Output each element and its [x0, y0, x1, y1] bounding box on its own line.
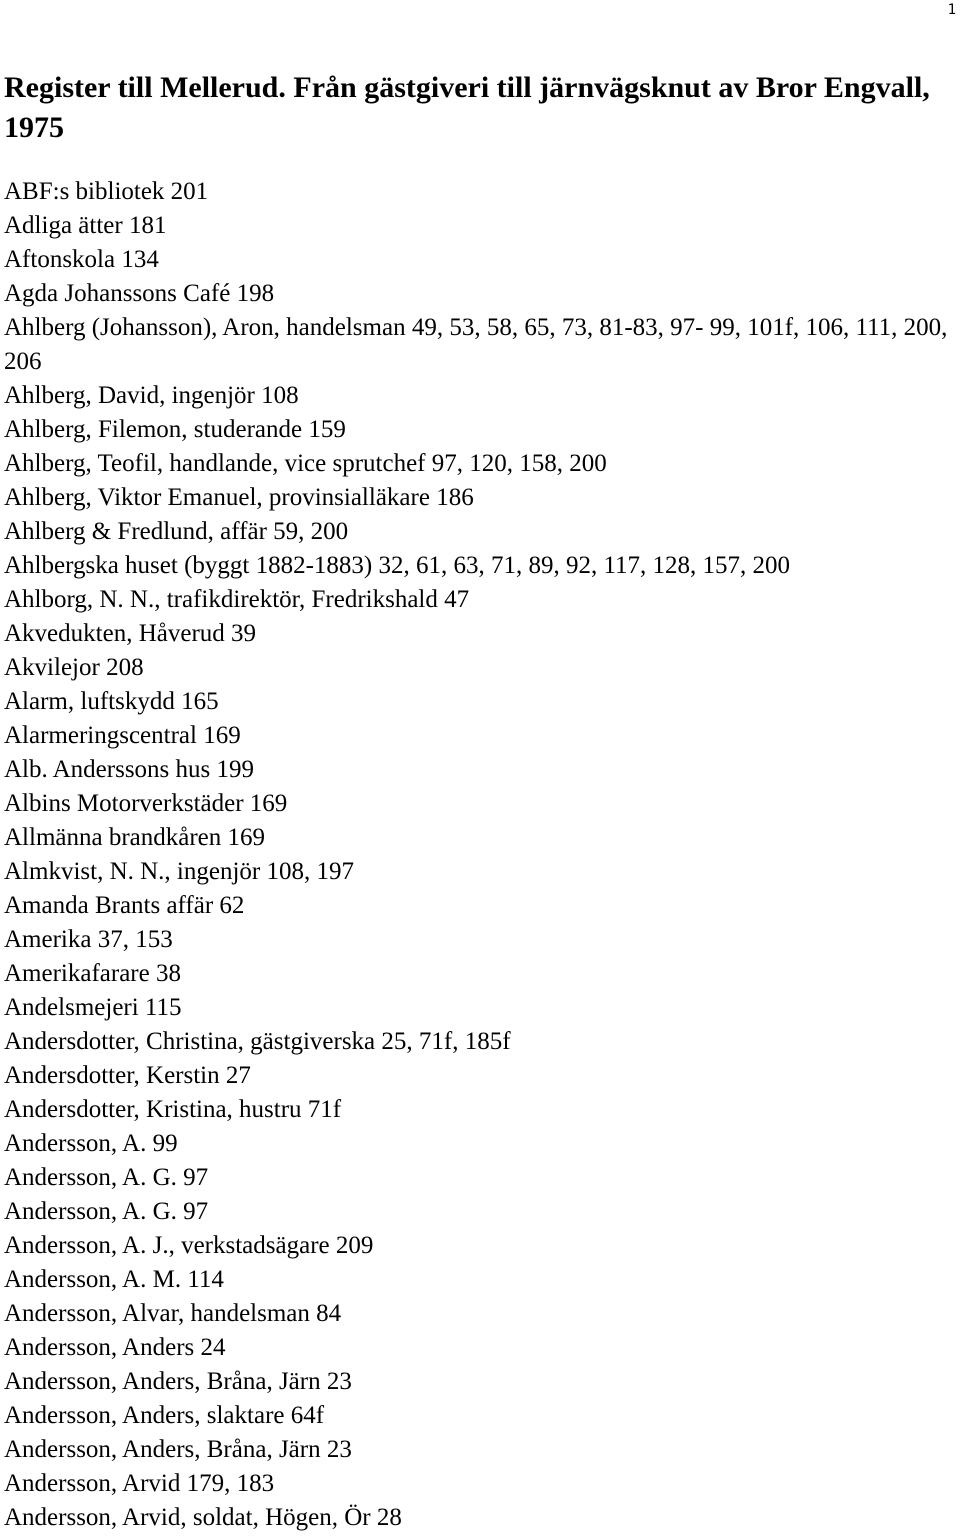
register-entry: Ahlborg, N. N., trafikdirektör, Fredrikshald 47: [4, 586, 470, 613]
register-entry: Ahlberg & Fredlund, affär 59, 200: [4, 518, 349, 545]
register-entry: Aftonskola 134: [4, 246, 159, 273]
register-entry: Andersdotter, Kerstin 27: [4, 1062, 251, 1089]
register-entry: Alarmeringscentral 169: [4, 722, 241, 749]
register-entry: Amerika 37, 153: [4, 926, 173, 953]
register-entry: Andersson, A. 99: [4, 1130, 178, 1157]
register-entry: Amanda Brants affär 62: [4, 892, 245, 919]
register-entry: Amerikafarare 38: [4, 960, 181, 987]
register-entry: Ahlberg (Johansson), Aron, handelsman 49, 53, 58, 65, 73, 81-83, 97- 99, 101f, 106, 111, 200, 206: [4, 314, 948, 375]
register-entry: Almkvist, N. N., ingenjör 108, 197: [4, 858, 354, 885]
register-entry: Andersson, A. M. 114: [4, 1266, 224, 1293]
register-entry: Andersson, Anders, slaktare 64f: [4, 1402, 325, 1429]
register-entry: Albins Motorverkstäder 169: [4, 790, 288, 817]
register-list: [4, 175, 949, 1535]
register-entry: Alb. Anderssons hus 199: [4, 756, 255, 783]
register-entry: Andersson, Arvid, soldat, Högen, Ör 28: [4, 1504, 402, 1531]
register-entry: Andersson, Anders 24: [4, 1334, 226, 1361]
register-entry: Andersdotter, Kristina, hustru 71f: [4, 1096, 342, 1123]
register-entry: Ahlberg, David, ingenjör 108: [4, 382, 299, 409]
register-entry: Andersson, Anders, Bråna, Järn 23: [4, 1368, 352, 1395]
register-entry: Andersson, Arvid 179, 183: [4, 1470, 275, 1497]
register-entry: Allmänna brandkåren 169: [4, 824, 266, 851]
register-entry: Alarm, luftskydd 165: [4, 688, 219, 715]
register-entry: Andelsmejeri 115: [4, 994, 182, 1021]
register-entry: Andersdotter, Christina, gästgiverska 25, 71f, 185f: [4, 1028, 511, 1055]
register-entry: Ahlberg, Teofil, handlande, vice sprutchef 97, 120, 158, 200: [4, 450, 607, 477]
register-entry: Andersson, Anders, Bråna, Järn 23: [4, 1436, 352, 1463]
register-entry: Andersson, A. G. 97: [4, 1198, 209, 1225]
register-entry: Andersson, Alvar, handelsman 84: [4, 1300, 342, 1327]
register-entry: Ahlberg, Filemon, studerande 159: [4, 416, 346, 443]
register-entry: Andersson, A. J., verkstadsägare 209: [4, 1232, 374, 1259]
register-entry: Akvilejor 208: [4, 654, 144, 681]
document-title: Register till Mellerud. Från gästgiveri till järnvägsknut av Bror Engvall, 1975: [4, 71, 930, 144]
register-entry: ABF:s bibliotek 201: [4, 178, 209, 205]
register-entry: Agda Johanssons Café 198: [4, 280, 275, 307]
register-entry: Adliga ätter 181: [4, 212, 167, 239]
register-entry: Ahlberg, Viktor Emanuel, provinsialläkare 186: [4, 484, 474, 511]
page-number: 1: [947, 2, 956, 18]
register-entry: Andersson, A. G. 97: [4, 1164, 209, 1191]
register-entry: Akvedukten, Håverud 39: [4, 620, 257, 647]
register-entry: Ahlbergska huset (byggt 1882-1883) 32, 61, 63, 71, 89, 92, 117, 128, 157, 200: [4, 552, 791, 579]
